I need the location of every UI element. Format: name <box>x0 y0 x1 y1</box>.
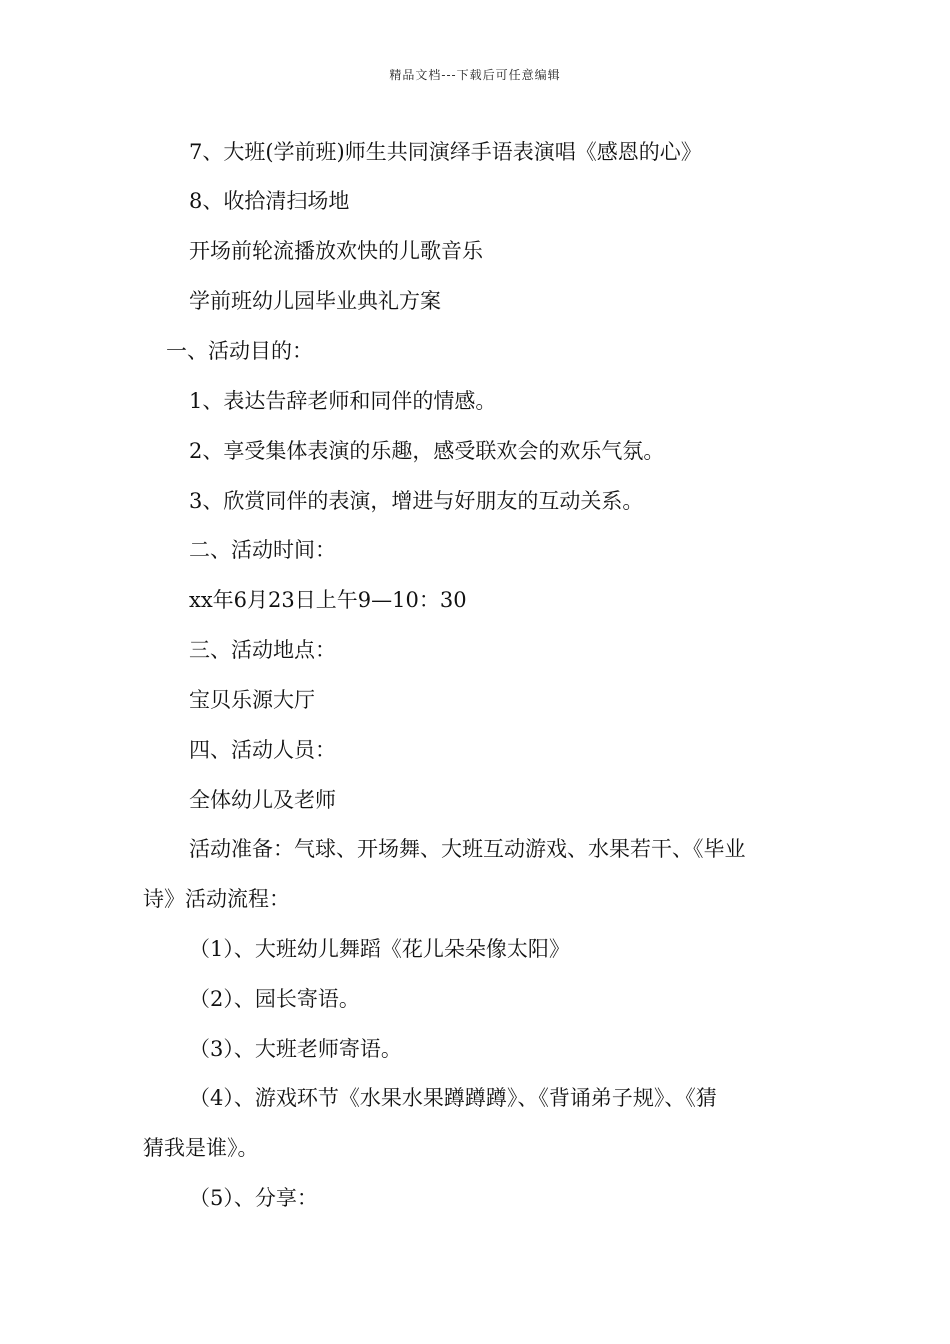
text-line: 宝贝乐源大厅 <box>189 688 315 712</box>
text-line: 诗》活动流程： <box>143 887 290 911</box>
section-heading: 四、活动人员： <box>189 738 336 762</box>
text-line: 学前班幼儿园毕业典礼方案 <box>189 289 441 313</box>
list-item: （1）、大班幼儿舞蹈《花儿朵朵像太阳》 <box>189 937 570 961</box>
section-heading: 二、活动时间： <box>189 538 336 562</box>
list-item: （3）、大班老师寄语。 <box>189 1037 402 1061</box>
list-item: （4）、游戏环节《水果水果蹲蹲蹲》、《背诵弟子规》、《猜 <box>189 1086 717 1110</box>
list-item: 猜我是谁》。 <box>143 1136 259 1160</box>
text-line: 7、大班(学前班)师生共同演绎手语表演唱《感恩的心》 <box>189 140 702 164</box>
text-line: 全体幼儿及老师 <box>189 788 336 812</box>
section-heading: 一、活动目的： <box>166 339 313 363</box>
text-line: 活动准备：气球、开场舞、大班互动游戏、水果若干、《毕业 <box>189 837 746 861</box>
text-line: 3、欣赏同伴的表演，增进与好朋友的互动关系。 <box>189 489 644 513</box>
text-line: 2、享受集体表演的乐趣，感受联欢会的欢乐气氛。 <box>189 439 665 463</box>
text-line: 1、表达告辞老师和同伴的情感。 <box>189 389 497 413</box>
page-header: 精品文档---下载后可任意编辑 <box>389 68 561 82</box>
text-line: 开场前轮流播放欢快的儿歌音乐 <box>189 239 483 263</box>
text-line: 8、收拾清扫场地 <box>189 189 350 213</box>
list-item: （5）、分享： <box>189 1186 318 1210</box>
section-heading: 三、活动地点： <box>189 638 336 662</box>
list-item: （2）、园长寄语。 <box>189 987 360 1011</box>
text-line: xx年6月23日上午9—10：30 <box>189 588 467 612</box>
